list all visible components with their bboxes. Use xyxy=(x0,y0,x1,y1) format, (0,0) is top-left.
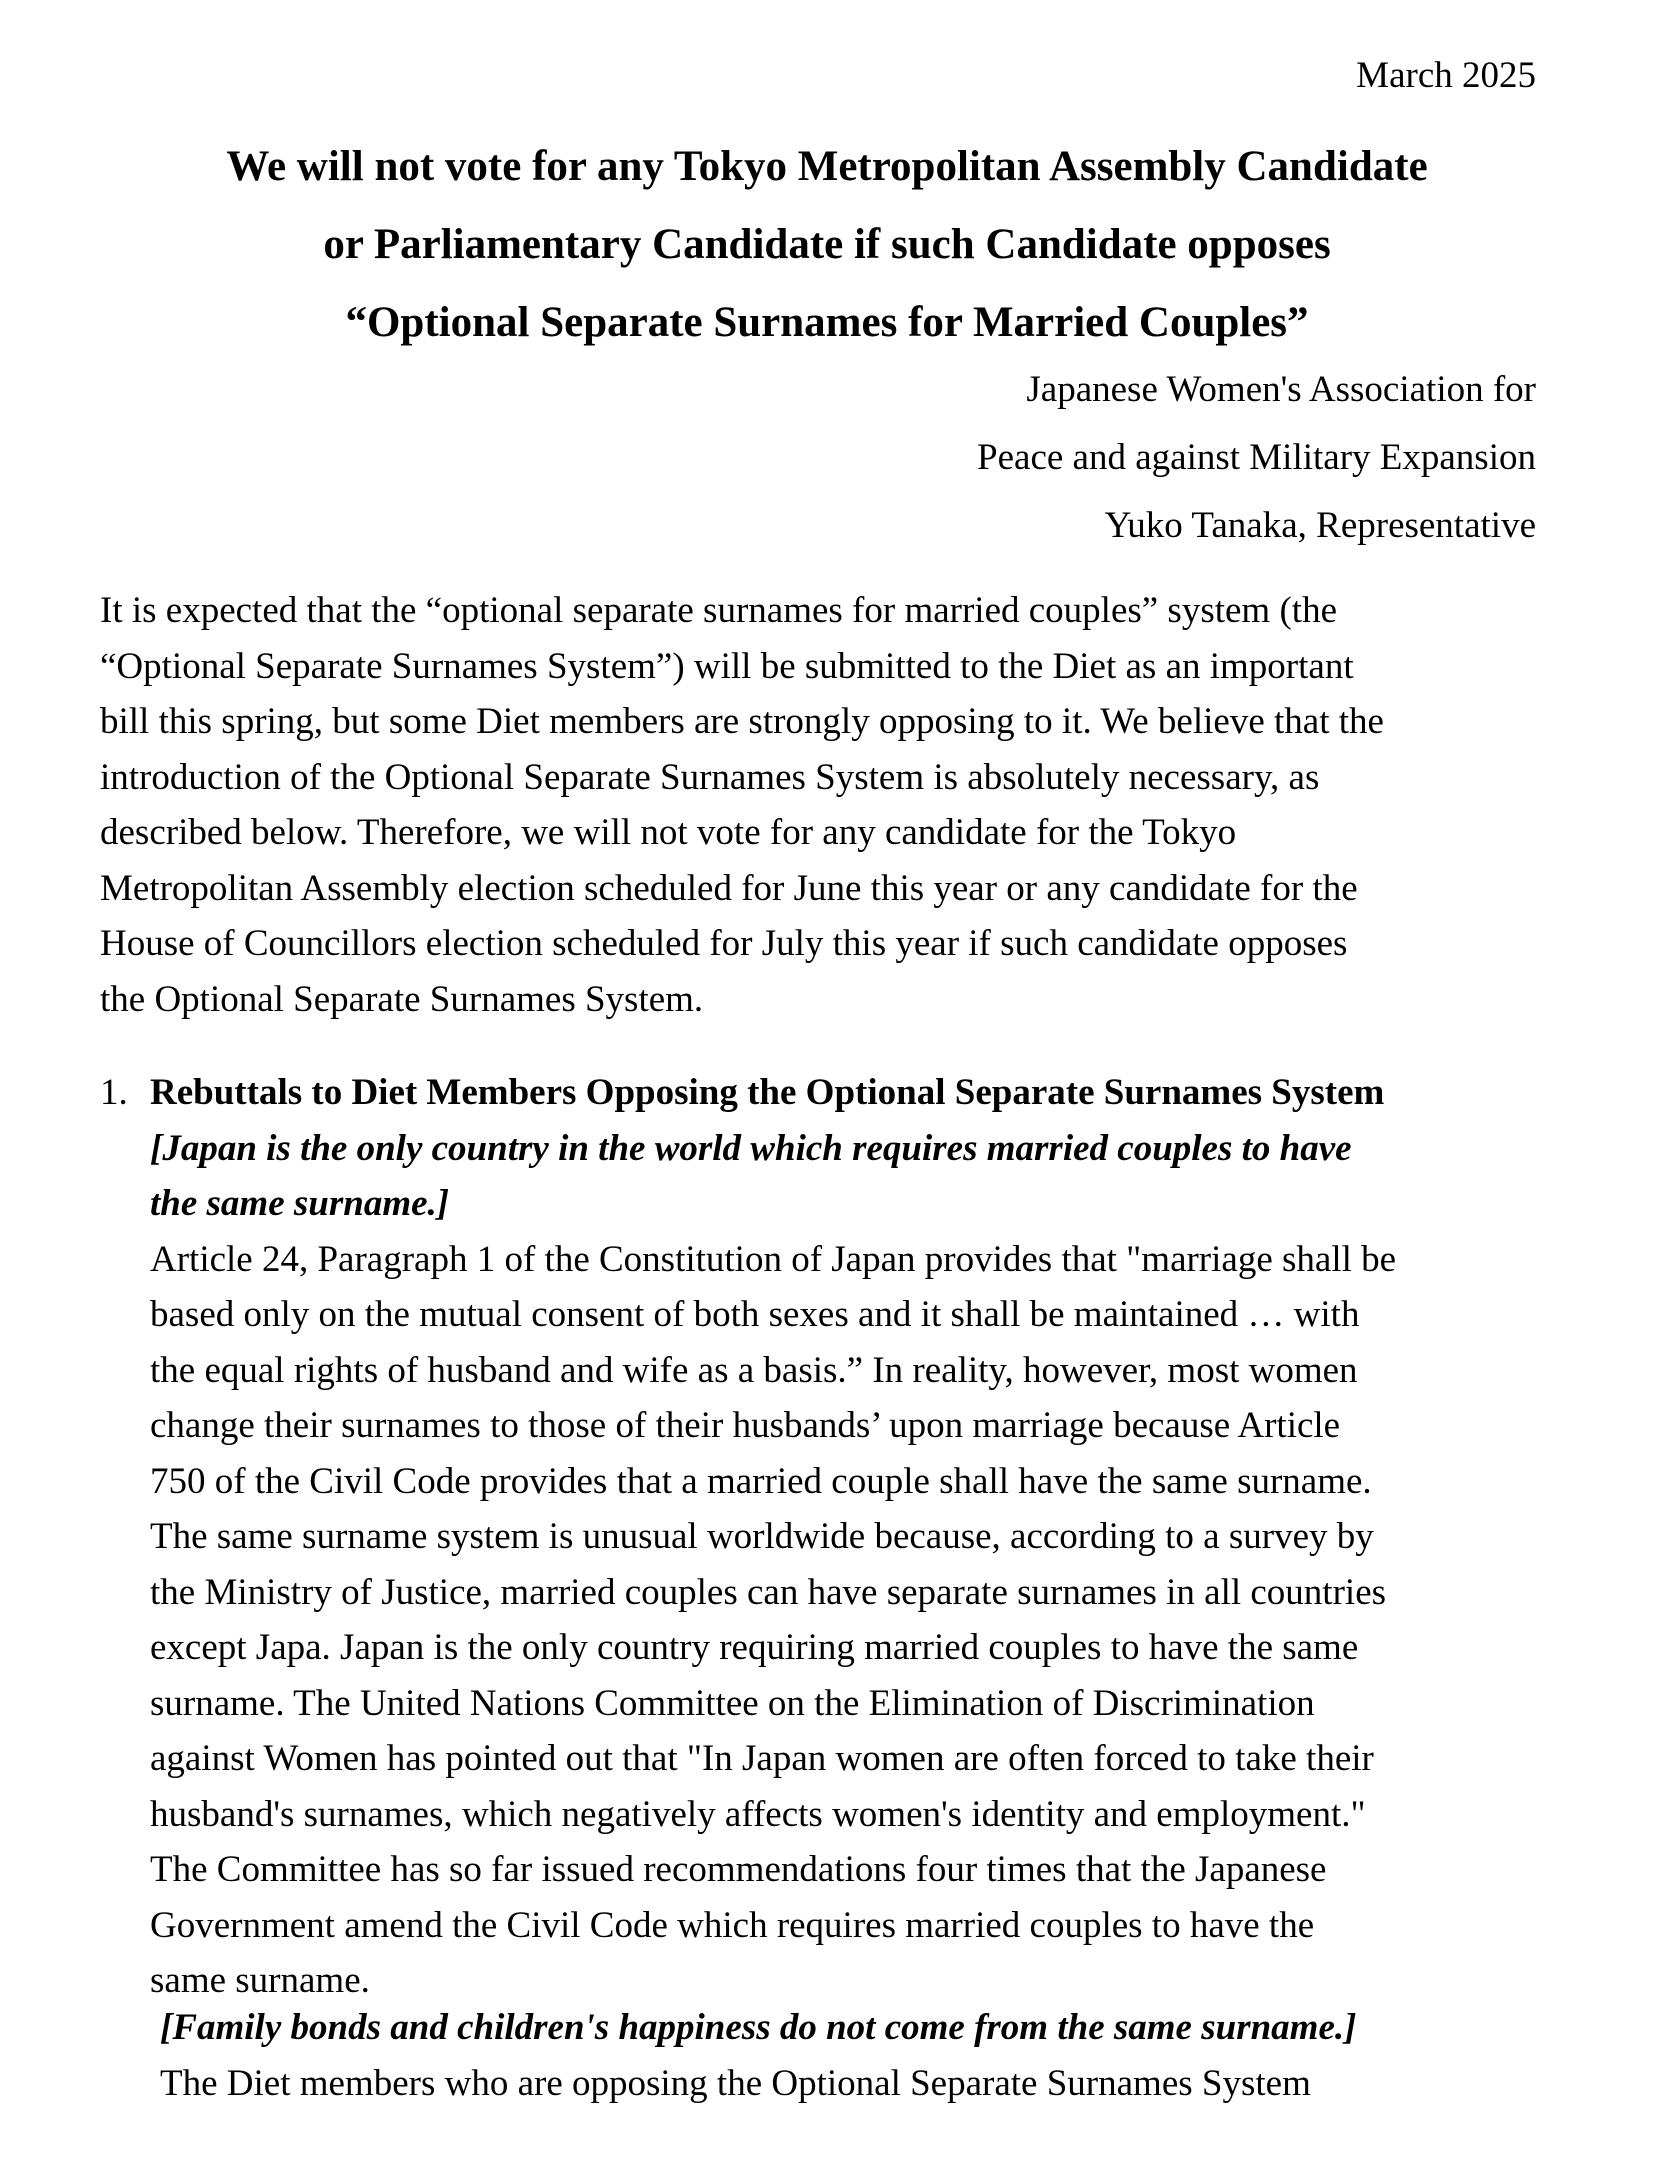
section-body-line: The same surname system is unusual worldwide because, according to a survey by xyxy=(150,1516,1374,1557)
section-body-line: surname. The United Nations Committee on the Elimination of Discrimination xyxy=(150,1682,1315,1724)
intro-line: House of Councillors election scheduled for July this year if such candidate opposes xyxy=(100,923,1348,964)
signature-line: Peace and against Military Expansion xyxy=(977,437,1536,478)
section-body-line: based only on the mutual consent of both sexes and it shall be maintained … with xyxy=(150,1294,1360,1335)
section-1 xyxy=(100,1065,1580,2009)
signature-block xyxy=(977,356,1536,560)
intro-paragraph xyxy=(100,583,1560,1027)
section-body-line: same surname. xyxy=(150,1960,370,2001)
section-body-line: change their surnames to those of their husbands’ upon marriage because Article xyxy=(150,1405,1341,1446)
intro-line: introduction of the Optional Separate Surnames System is absolutely necessary, as xyxy=(100,756,1320,798)
section-body-line: the equal rights of husband and wife as a basis.” In reality, however, most women xyxy=(150,1349,1358,1391)
section-subheading-line: [Japan is the only country in the world which requires married couples to have xyxy=(150,1127,1352,1169)
section-body-line: the Ministry of Justice, married couples can have separate surnames in all countries xyxy=(150,1571,1387,1613)
section-heading: Rebuttals to Diet Members Opposing the Optional Separate Surnames System xyxy=(150,1072,1385,1113)
intro-line: bill this spring, but some Diet members are strongly opposing to it. We believe that the xyxy=(100,701,1384,742)
document-date: March 2025 xyxy=(1356,55,1536,96)
section-1-body xyxy=(150,1065,1580,2009)
intro-line: described below. Therefore, we will not vote for any candidate for the Tokyo xyxy=(100,812,1237,853)
section-number: 1. xyxy=(100,1072,128,1113)
intro-line: the Optional Separate Surnames System. xyxy=(100,978,704,1020)
section-body-line: against Women has pointed out that "In Japan women are often forced to take their xyxy=(150,1738,1374,1779)
section-body-line: husband's surnames, which negatively affects women's identity and employment." xyxy=(150,1793,1366,1835)
section-body-line: Article 24, Paragraph 1 of the Constitution of Japan provides that "marriage shall be xyxy=(150,1238,1397,1280)
section-body-line: The Diet members who are opposing the Optional Separate Surnames System xyxy=(160,2062,1311,2104)
section-subheading: [Family bonds and children's happiness do not come from the same surname.] xyxy=(160,2007,1357,2048)
intro-line: “Optional Separate Surnames System”) will be submitted to the Diet as an important xyxy=(100,645,1354,687)
section-body-line: The Committee has so far issued recommendations four times that the Japanese xyxy=(150,1849,1327,1890)
intro-line: It is expected that the “optional separate surnames for married couples” system (the xyxy=(100,590,1337,631)
signature-line: Japanese Women's Association for xyxy=(1026,369,1536,410)
section-body-line: except Japa. Japan is the only country requiring married couples to have the same xyxy=(150,1627,1359,1668)
intro-line: Metropolitan Assembly election scheduled for June this year or any candidate for the xyxy=(100,867,1358,909)
signature-line: Yuko Tanaka, Representative xyxy=(1104,505,1536,546)
title-line: We will not vote for any Tokyo Metropolitan Assembly Candidate xyxy=(226,143,1428,190)
section-body-line: 750 of the Civil Code provides that a married couple shall have the same surname. xyxy=(150,1460,1372,1502)
section-body-line: Government amend the Civil Code which requires married couples to have the xyxy=(150,1904,1315,1946)
title-line: or Parliamentary Candidate if such Candidate opposes xyxy=(323,221,1331,268)
document-title xyxy=(0,128,1654,362)
section-subheading-line: the same surname.] xyxy=(150,1183,450,1224)
title-line: “Optional Separate Surnames for Married Couples” xyxy=(345,299,1309,346)
section-2 xyxy=(160,2000,1600,2111)
